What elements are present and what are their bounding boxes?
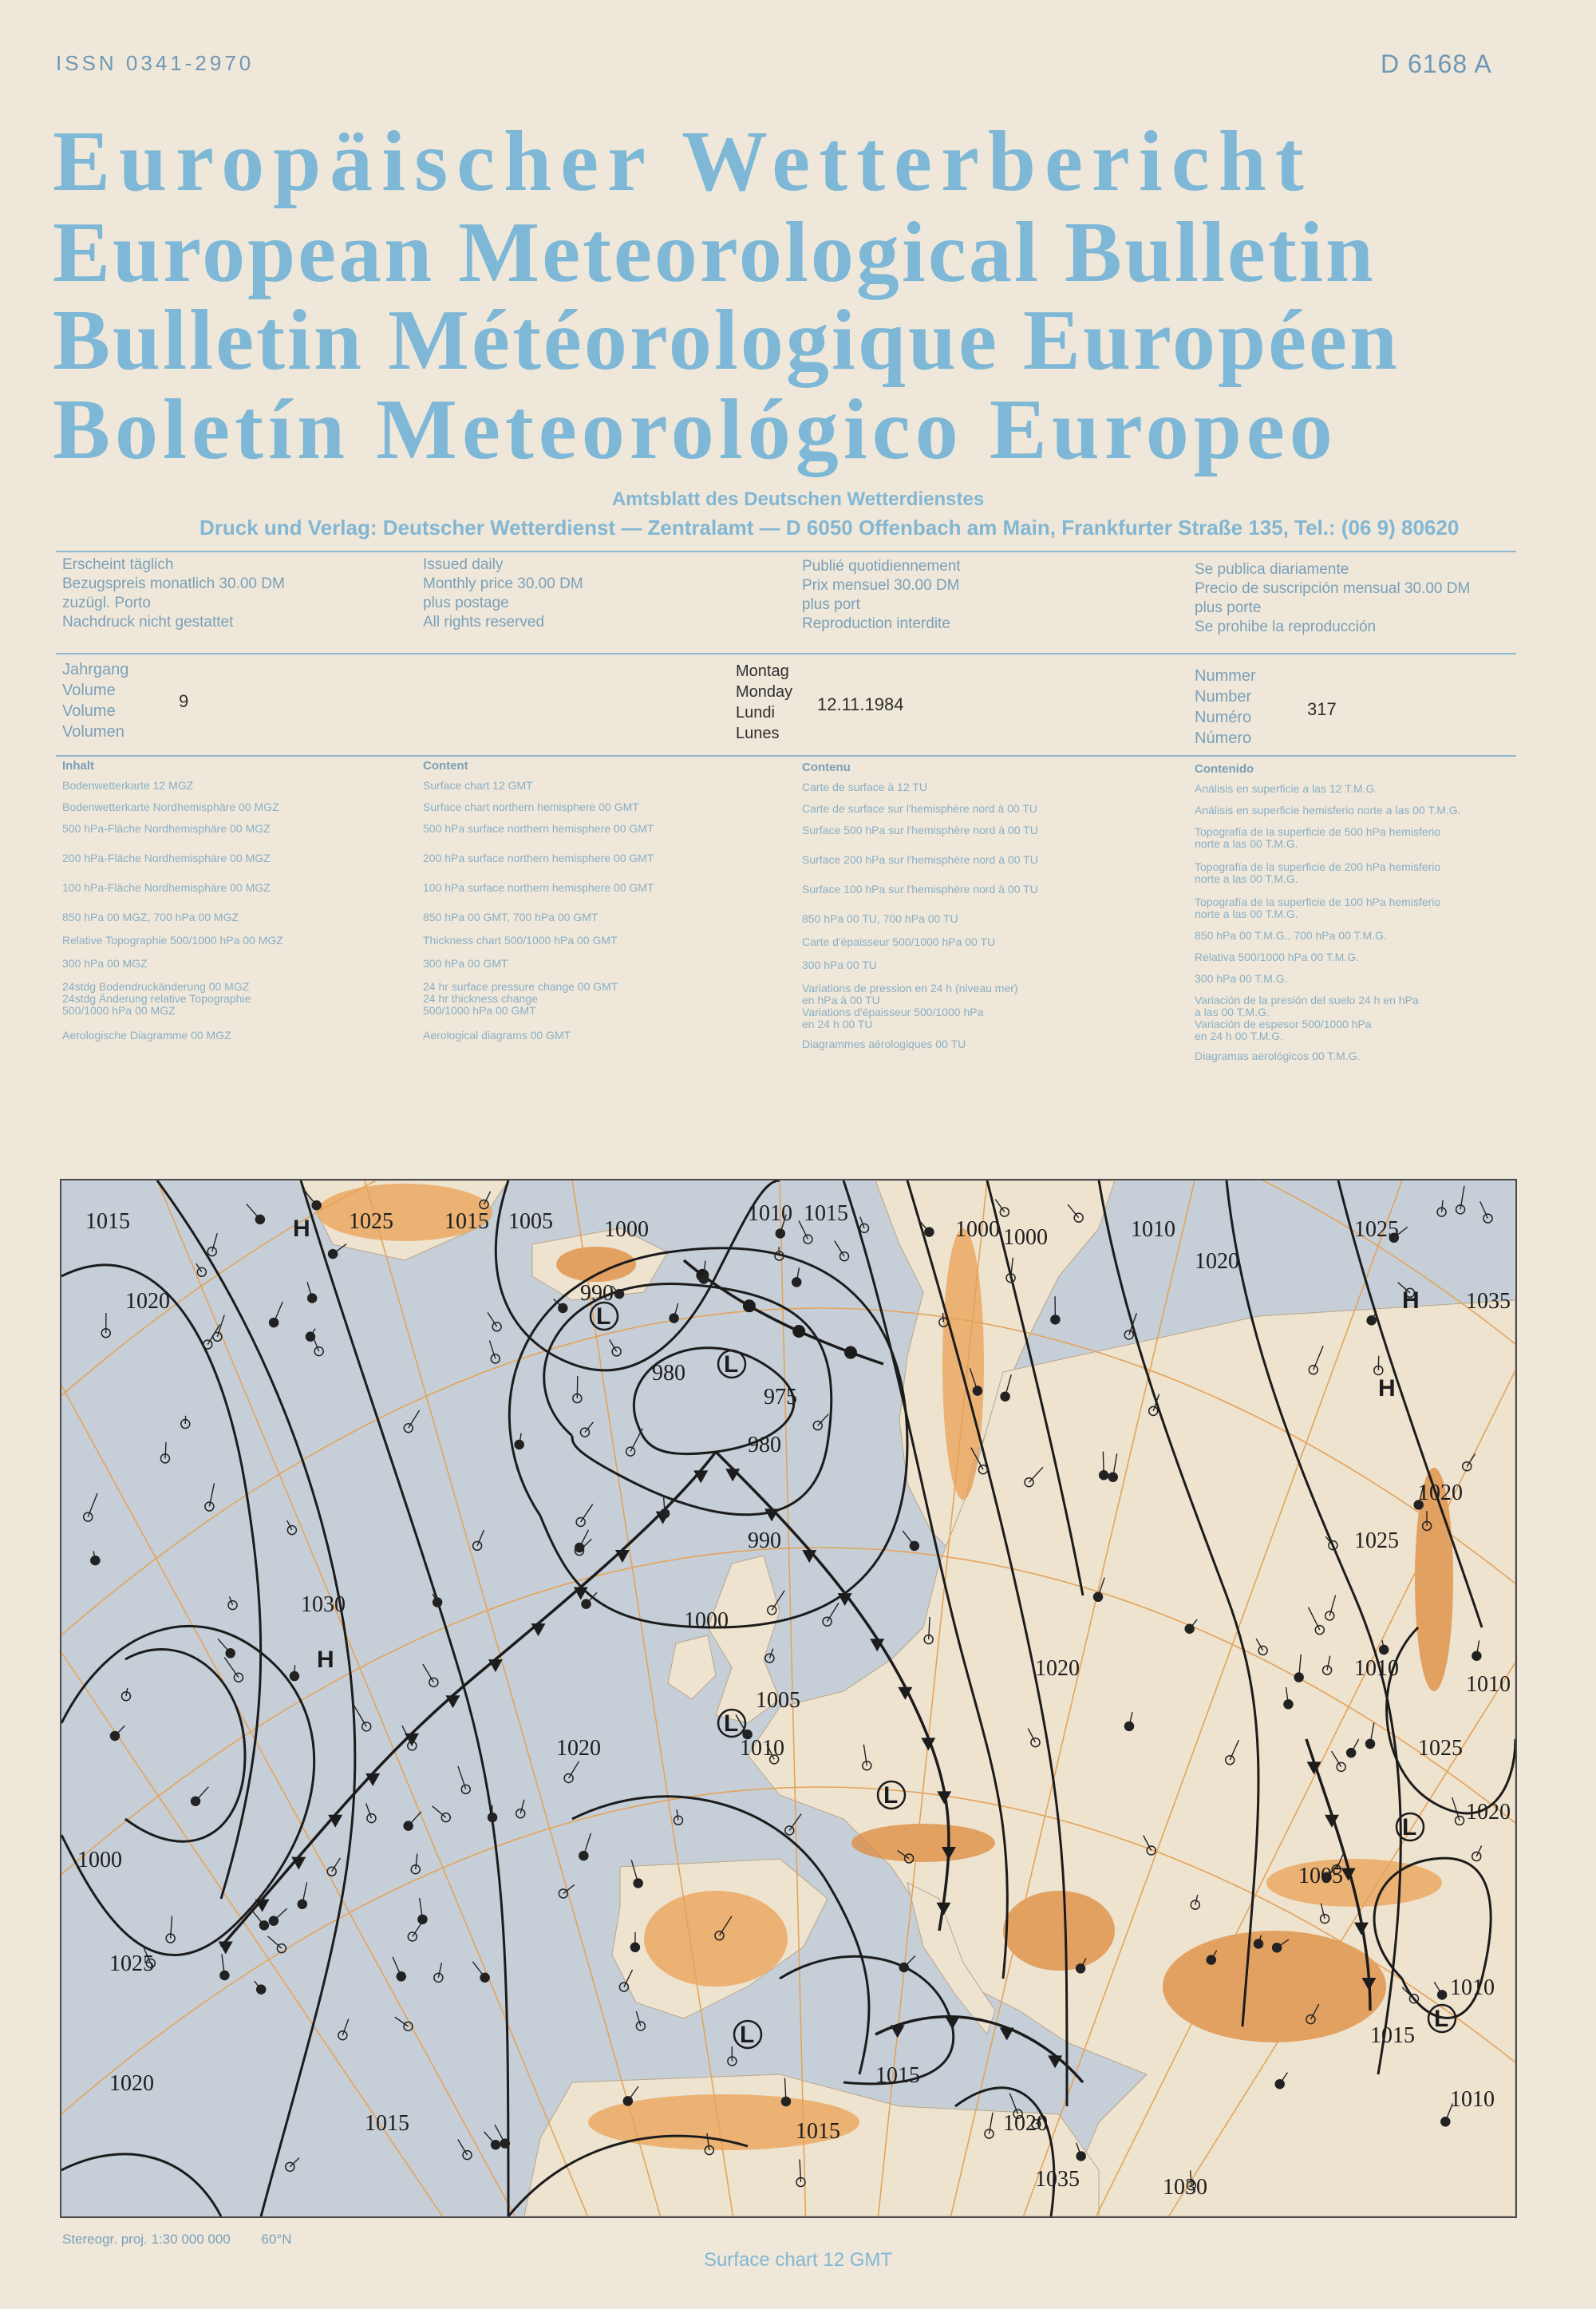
isobar-value-label: 1000: [77, 1848, 122, 1872]
high-pressure-center: H: [317, 1647, 334, 1673]
low-pressure-center: L: [724, 1351, 739, 1378]
subscription-spanish: [1195, 560, 1470, 637]
contents-item: 24 hr surface pressure change 00 GMT 24 hr thickness change 500/1000 hPa 00 GMT: [423, 980, 618, 1017]
contents-item: Surface 200 hPa sur l'hemisphère nord à 00 TU: [802, 853, 1038, 866]
isobar-value-label: 1000: [955, 1217, 1000, 1242]
isobar-value-label: 1015: [85, 1209, 130, 1234]
contents-item: Surface 100 hPa sur l'hemisphère nord à 00 TU: [802, 883, 1038, 896]
station-symbol: [480, 1973, 489, 1982]
isobar-value-label: 1020: [109, 2071, 154, 2096]
isobar-value-label: 1010: [748, 1201, 792, 1226]
isobar-value-label: 1020: [1003, 2111, 1048, 2136]
isobar-value-label: 1025: [1418, 1736, 1463, 1761]
contents-item: Carte de surface à 12 TU: [802, 781, 927, 793]
contents-item: Surface chart 12 GMT: [423, 779, 533, 792]
low-pressure-center: L: [1434, 2006, 1449, 2032]
contents-item: Aerologische Diagramme 00 MGZ: [62, 1029, 231, 1042]
contents-item: Análisis en superficie a las 12 T.M.G.: [1195, 782, 1378, 795]
subscription-line: plus port: [802, 596, 860, 613]
isobar-value-label: 1000: [604, 1217, 649, 1242]
number-labels: [1195, 666, 1256, 749]
number-label: Number: [1195, 688, 1252, 706]
contents-item: Surface 500 hPa sur l'hemisphère nord à 00 TU: [802, 824, 1038, 836]
subscription-line: Se prohibe la reproducción: [1195, 619, 1377, 635]
isobar-value-label: 1000: [1003, 1225, 1048, 1250]
isobar-value-label: 1015: [365, 2111, 409, 2136]
subscription-french: [802, 557, 961, 634]
high-pressure-center: H: [293, 1216, 310, 1242]
contents-item: Variación de la presión del suelo 24 h en hPa a las 00 T.M.G. Variación de espesor 500/1000 hPa en 24 h 00 T.M.G.: [1195, 994, 1419, 1042]
isobar-value-label: 1015: [875, 2063, 920, 2088]
subscription-line: plus porte: [1195, 599, 1262, 616]
low-pressure-center: L: [740, 2022, 755, 2048]
projection-note: [62, 2232, 291, 2248]
contents-item: 850 hPa 00 TU, 700 hPa 00 TU: [802, 912, 958, 925]
isobar-value-label: 1025: [109, 1951, 154, 1976]
issue-number: 317: [1307, 699, 1337, 719]
relief-alps: [851, 1824, 995, 1862]
station-symbol: [1367, 1316, 1376, 1325]
contents-item: Carte de surface sur l'hemisphère nord à 00 TU: [802, 802, 1038, 815]
contents-item: Surface chart northern hemisphere 00 GMT: [423, 801, 639, 813]
low-pressure-center: L: [596, 1303, 611, 1330]
official-gazette-line: Amtsblatt des Deutschen Wetterdienstes: [611, 488, 985, 510]
divider: [56, 551, 1516, 552]
contents-item: 300 hPa 00 TU: [802, 959, 877, 971]
subscription-line: Bezugspreis monatlich 30.00 DM: [62, 575, 285, 592]
weekday-label: Monday: [736, 683, 793, 701]
low-pressure-center: L: [883, 1782, 899, 1809]
contents-english: [423, 760, 782, 1042]
isobar-value-label: 1020: [1195, 1249, 1239, 1274]
title-german: Europäischer Wetterbericht: [53, 114, 1313, 209]
contents-heading: Contenido: [1195, 762, 1254, 776]
isobar-value-label: 980: [748, 1433, 781, 1457]
isobar-value-label: 1015: [796, 2119, 840, 2144]
contents-item: 500 hPa-Fläche Nordhemisphäre 00 MGZ: [62, 822, 271, 835]
relief-iceland: [556, 1247, 636, 1282]
station-symbol: [270, 1319, 279, 1327]
contents-item: Topografía de la superficie de 100 hPa hemisferio norte a las 00 T.M.G.: [1195, 896, 1441, 920]
isobar-value-label: 1020: [1035, 1656, 1080, 1681]
isobar-value-label: 1010: [1450, 2087, 1495, 2112]
isobar-value-label: 1005: [1298, 1864, 1343, 1888]
volume-label: Volume: [62, 682, 116, 699]
isobar-value-label: 1015: [1370, 2023, 1415, 2048]
contents-item: Análisis en superficie hemisferio norte a las 00 T.M.G.: [1195, 804, 1461, 816]
contents-item: Topografía de la superficie de 200 hPa hemisferio norte a las 00 T.M.G.: [1195, 860, 1441, 885]
contents-item: 100 hPa surface northern hemisphere 00 GMT: [423, 881, 654, 894]
station-symbol: [579, 1852, 588, 1860]
subscription-line: plus postage: [423, 595, 509, 611]
wind-barb: [942, 1313, 943, 1323]
contents-item: Bodenwetterkarte 12 MGZ: [62, 779, 194, 792]
isobar-value-label: 1010: [1466, 1672, 1511, 1697]
subscription-line: Prix mensuel 30.00 DM: [802, 577, 960, 594]
subscription-line: Publié quotidiennement: [802, 558, 961, 575]
weekday-label: Lundi: [736, 704, 775, 722]
high-pressure-center: H: [1378, 1375, 1396, 1402]
station-symbol: [776, 1229, 784, 1238]
isobar-value-label: 1035: [1466, 1289, 1511, 1314]
contents-item: Relativa 500/1000 hPa 00 T.M.G.: [1195, 951, 1359, 963]
warm-front-semicircle: [844, 1346, 857, 1359]
divider: [56, 653, 1516, 654]
contents-french: [802, 761, 1169, 1050]
latitude-reference: 60°N: [261, 2232, 292, 2247]
isobar-value-label: 1020: [1418, 1481, 1463, 1505]
isobar-value-label: 1005: [756, 1688, 800, 1713]
contents-item: Carte d'épaisseur 500/1000 hPa 00 TU: [802, 935, 996, 948]
contents-item: Topografía de la superficie de 500 hPa hemisferio norte a las 00 T.M.G.: [1195, 825, 1441, 850]
contents-item: 850 hPa 00 MGZ, 700 hPa 00 MGZ: [62, 911, 239, 923]
contents-item: Thickness chart 500/1000 hPa 00 GMT: [423, 934, 618, 947]
publisher-line: Druck und Verlag: Deutscher Wetterdienst — Zentralamt — D 6050 Offenbach am Main, Frankfurter Straße 135, Tel.: (06 9) 80620: [200, 516, 1460, 540]
divider: [56, 755, 1516, 757]
contents-item: Variations de pression en 24 h (niveau mer) en hPa à 00 TU Variations d'épaisseur 500/1000 hPa en 24 h 00 TU: [802, 982, 1018, 1030]
low-pressure-center: L: [1402, 1814, 1417, 1840]
isobar-value-label: 1000: [684, 1608, 729, 1633]
weekday-label: Lunes: [736, 725, 780, 742]
wind-barb: [294, 1665, 295, 1676]
subscription-line: Nachdruck nicht gestattet: [62, 614, 234, 631]
contents-item: Diagramas aerológicos 00 T.M.G.: [1195, 1050, 1361, 1062]
contents-heading: Contenu: [802, 761, 851, 774]
isobar-value-label: 1020: [125, 1289, 170, 1314]
projection-text: Stereogr. proj. 1:30 000 000: [62, 2232, 231, 2247]
subscription-line: Precio de suscripción mensual 30.00 DM: [1195, 580, 1471, 597]
document-number: D 6168 A: [1381, 49, 1492, 78]
volume-label: Jahrgang: [62, 661, 129, 678]
volume-labels: [62, 659, 128, 742]
isobar-value-label: 1015: [444, 1209, 489, 1234]
volume-value: 9: [179, 691, 189, 711]
isobar-value-label: 1005: [508, 1209, 553, 1234]
weather-map-canvas: [61, 1180, 1515, 2216]
isobar-value-label: 1035: [1035, 2167, 1080, 2192]
isobar-value-label: 1020: [1466, 1800, 1511, 1825]
station-symbol: [1347, 1749, 1356, 1757]
contents-item: 100 hPa-Fläche Nordhemisphäre 00 MGZ: [62, 881, 271, 894]
high-pressure-center: H: [1402, 1287, 1420, 1314]
relief-caucasus: [1266, 1859, 1442, 1907]
subscription-line: Se publica diariamente: [1195, 561, 1349, 578]
warm-front-semicircle: [792, 1325, 805, 1338]
contents-heading: Content: [423, 759, 468, 773]
isobar-value-label: 980: [652, 1361, 685, 1386]
number-label: Número: [1195, 729, 1252, 747]
subscription-line: Erscheint täglich: [62, 556, 174, 573]
isobar-value-label: 1025: [1354, 1528, 1399, 1553]
relief-balkans: [1003, 1891, 1115, 1971]
contents-item: 300 hPa 00 MGZ: [62, 957, 148, 970]
subscription-line: zuzügl. Porto: [62, 595, 151, 611]
wind-barb: [1103, 1452, 1104, 1476]
subscription-german: [62, 556, 285, 632]
station-symbol: [1441, 2117, 1450, 2126]
isobar-value-label: 1025: [1354, 1217, 1399, 1242]
contents-item: Relative Topographie 500/1000 hPa 00 MGZ: [62, 934, 283, 947]
isobar-value-label: 975: [764, 1385, 797, 1410]
subscription-line: Issued daily: [423, 556, 504, 573]
subscription-line: Reproduction interdite: [802, 615, 950, 632]
contents-item: 300 hPa 00 GMT: [423, 957, 508, 970]
volume-label: Volume: [62, 702, 116, 720]
isobar-value-label: 1010: [740, 1736, 784, 1761]
isobar-value-label: 1020: [556, 1736, 601, 1761]
issn-number: ISSN 0341-2970: [56, 51, 255, 75]
contents-item: Diagrammes aérologiques 00 TU: [802, 1038, 966, 1050]
isobar-value-label: 1030: [301, 1592, 346, 1617]
subscription-english: [423, 556, 583, 632]
weekday-labels: [736, 661, 792, 744]
isobar-value-label: 1030: [1163, 2175, 1207, 2200]
contents-item: 500 hPa surface northern hemisphere 00 GMT: [423, 822, 654, 835]
contents-item: 850 hPa 00 T.M.G., 700 hPa 00 T.M.G.: [1195, 929, 1387, 942]
contents-item: 850 hPa 00 GMT, 700 hPa 00 GMT: [423, 911, 598, 923]
title-spanish: Boletín Meteorológico Europeo: [53, 382, 1337, 477]
contents-item: Aerological diagrams 00 GMT: [423, 1029, 571, 1042]
contents-german: [62, 760, 405, 1042]
contents-heading: Inhalt: [62, 759, 94, 773]
isobar-value-label: 1010: [1131, 1217, 1175, 1242]
volume-label: Volumen: [62, 723, 124, 741]
station-symbol: [973, 1386, 982, 1395]
isobar-value-label: 1015: [804, 1201, 848, 1226]
contents-spanish: [1195, 763, 1578, 1062]
surface-weather-map: [60, 1179, 1517, 2218]
isobar-value-label: 990: [748, 1528, 781, 1553]
weekday-label: Montag: [736, 662, 789, 680]
isobar-value-label: 990: [580, 1281, 614, 1306]
issue-date: 12.11.1984: [817, 694, 904, 714]
subscription-line: All rights reserved: [423, 614, 545, 631]
number-label: Numéro: [1195, 709, 1252, 726]
isobar-value-label: 1010: [1354, 1656, 1399, 1681]
isobar-value-label: 1025: [349, 1209, 393, 1234]
isobar-value-label: 1010: [1450, 1975, 1495, 2000]
warm-front-semicircle: [743, 1299, 756, 1312]
map-caption: Surface chart 12 GMT: [703, 2249, 893, 2271]
title-english: European Meteorological Bulletin: [53, 205, 1376, 300]
title-french: Bulletin Météorologique Européen: [53, 293, 1400, 388]
subscription-line: Monthly price 30.00 DM: [423, 575, 583, 592]
contents-item: 200 hPa-Fläche Nordhemisphäre 00 MGZ: [62, 852, 271, 864]
contents-item: 200 hPa surface northern hemisphere 00 GMT: [423, 852, 654, 864]
contents-item: 300 hPa 00 T.M.G.: [1195, 972, 1288, 985]
low-pressure-center: L: [724, 1710, 739, 1737]
number-label: Nummer: [1195, 667, 1256, 685]
contents-item: 24stdg Bodendruckänderung 00 MGZ 24stdg Änderung relative Topographie 500/1000 hPa 00 MGZ: [62, 980, 251, 1017]
contents-item: Bodenwetterkarte Nordhemisphäre 00 MGZ: [62, 801, 279, 813]
